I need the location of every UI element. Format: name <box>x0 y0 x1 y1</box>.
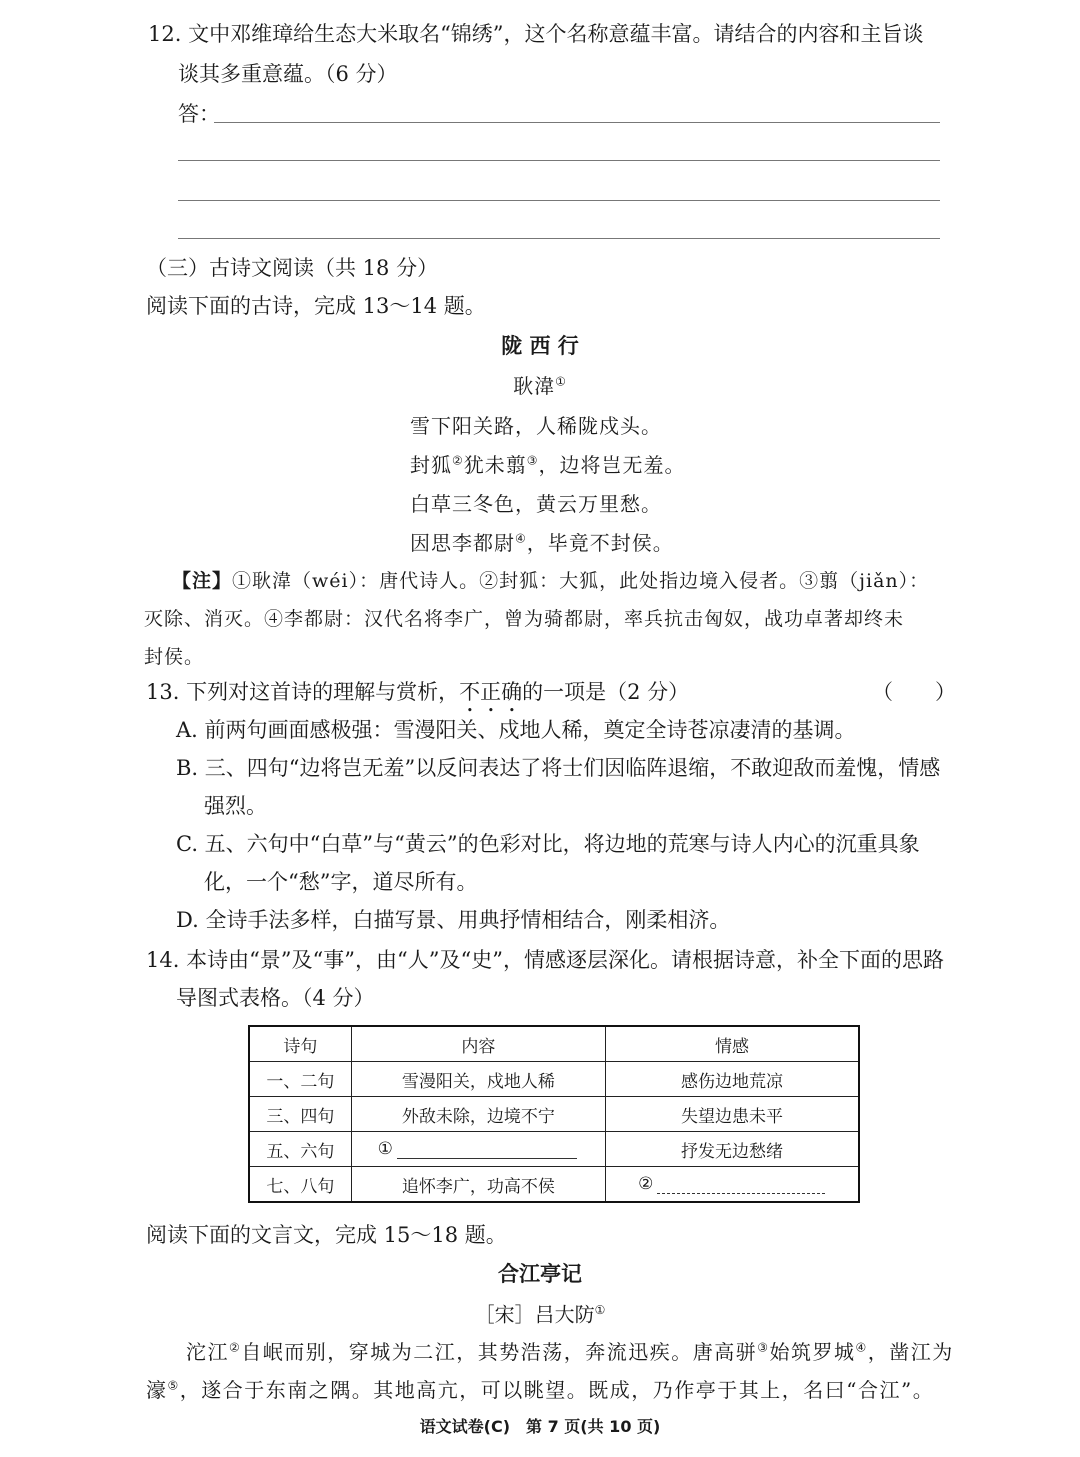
option-c[interactable]: C. 五、六句中“白草”与“黄云”的色彩对比，将边地的荒寒与诗人内心的沉重具象 <box>176 832 920 856</box>
table-header: 情感 <box>606 1026 859 1062</box>
table-row <box>249 1132 859 1167</box>
option-a[interactable]: A. 前两句画面感极强：雪漫阳关、戍地人稀，奠定全诗苍凉凄清的基调。 <box>176 718 856 742</box>
table-cell: 五、六句 <box>249 1132 351 1167</box>
blank-cell-2[interactable]: ② <box>606 1167 859 1203</box>
option-b-cont: 强烈。 <box>204 794 267 818</box>
prose-title: 合江亭记 <box>498 1262 582 1286</box>
answer-line-3[interactable] <box>178 200 940 201</box>
fill-blank-2[interactable] <box>657 1175 825 1194</box>
page-footer: 语文试卷(C) 第 7 页(共 10 页) <box>419 1417 661 1436</box>
section-heading: （三）古诗文阅读（共 18 分） <box>146 256 439 280</box>
notes-line-1: 【注】①耿湋（wéi）：唐代诗人。②封狐：大狐，此处指边境入侵者。③翦（jiǎn）： <box>172 570 930 592</box>
answer-bracket[interactable]: （ ） <box>872 680 956 704</box>
poem-line-4: 因思李都尉④，毕竟不封侯。 <box>410 531 674 555</box>
table-cell: 外敌未除，边境不宁 <box>351 1097 605 1132</box>
q12-stem-line1: 12. 文中邓维璋给生态大米取名“锦绣”，这个名称意蕴丰富。请结合的内容和主旨谈 <box>148 22 924 46</box>
prose-para-line-1: 沱江②自岷而别，穿城为二江，其势浩荡，奔流迅疾。唐高骈③始筑罗城④，凿江为 <box>186 1340 954 1364</box>
table-row <box>249 1167 859 1203</box>
prose-para-line-2: 濠⑤，遂合于东南之隅。其地高亢，可以眺望。既成，乃作亭于其上，名曰“合江”。 <box>146 1378 935 1402</box>
notes-line-3: 封侯。 <box>144 646 205 668</box>
section-instruction: 阅读下面的古诗，完成 13～14 题。 <box>146 294 486 318</box>
notes-line-2: 灭除、消灭。④李都尉：汉代名将李广，曾为骑都尉，率兵抗击匈奴，战功卓著却终未 <box>144 608 905 630</box>
answer-line-1[interactable] <box>214 122 940 123</box>
blank-cell-1[interactable]: ① <box>351 1132 605 1167</box>
table-row <box>249 1062 859 1097</box>
option-b[interactable]: B. 三、四句“边将岂无羞”以反问表达了将士们因临阵退缩，不敢迎敌而羞愧，情感 <box>176 756 941 780</box>
answer-line-2[interactable] <box>178 160 940 161</box>
table-cell: 追怀李广，功高不侯 <box>351 1167 605 1203</box>
table-cell: 三、四句 <box>249 1097 351 1132</box>
poem-author: 耿湋① <box>513 374 567 398</box>
option-d[interactable]: D. 全诗手法多样，白描写景、用典抒情相结合，刚柔相济。 <box>176 908 731 932</box>
table-cell: 七、八句 <box>249 1167 351 1203</box>
table-header: 内容 <box>351 1026 605 1062</box>
q14-stem-line1: 14. 本诗由“景”及“事”，由“人”及“史”，情感逐层深化。请根据诗意，补全下面的思路 <box>146 948 944 972</box>
poem-line-3: 白草三冬色，黄云万里愁。 <box>410 492 662 516</box>
answer-label: 答： <box>178 102 220 126</box>
poem-line-2: 封狐②犹未翦③，边将岂无羞。 <box>410 453 686 477</box>
thinking-map-table <box>248 1025 860 1203</box>
prose-instruction: 阅读下面的文言文，完成 15～18 题。 <box>146 1223 507 1247</box>
q12-stem-line2: 谈其多重意蕴。（6 分） <box>178 62 398 86</box>
poem-line-1: 雪下阳关路，人稀陇戍头。 <box>410 414 662 438</box>
table-cell: 雪漫阳关，戍地人稀 <box>351 1062 605 1097</box>
table-row <box>249 1097 859 1132</box>
q13-stem: 13. 下列对这首诗的理解与赏析，不正确的一项是（2 分） <box>146 680 690 704</box>
answer-line-4[interactable] <box>178 238 940 239</box>
q14-stem-line2: 导图式表格。（4 分） <box>176 986 375 1010</box>
prose-author: ［宋］吕大防① <box>474 1302 606 1327</box>
poem-title: 陇 西 行 <box>501 334 579 358</box>
table-header-row <box>249 1026 859 1062</box>
table-cell: 失望边患未平 <box>606 1097 859 1132</box>
table-header: 诗句 <box>249 1026 351 1062</box>
table-cell: 一、二句 <box>249 1062 351 1097</box>
table-cell: 抒发无边愁绪 <box>606 1132 859 1167</box>
emphasis-not-correct: 不正确 <box>459 680 523 704</box>
fill-blank-1[interactable] <box>397 1140 577 1159</box>
table-cell: 感伤边地荒凉 <box>606 1062 859 1097</box>
option-c-cont: 化，一个“愁”字，道尽所有。 <box>204 870 478 894</box>
